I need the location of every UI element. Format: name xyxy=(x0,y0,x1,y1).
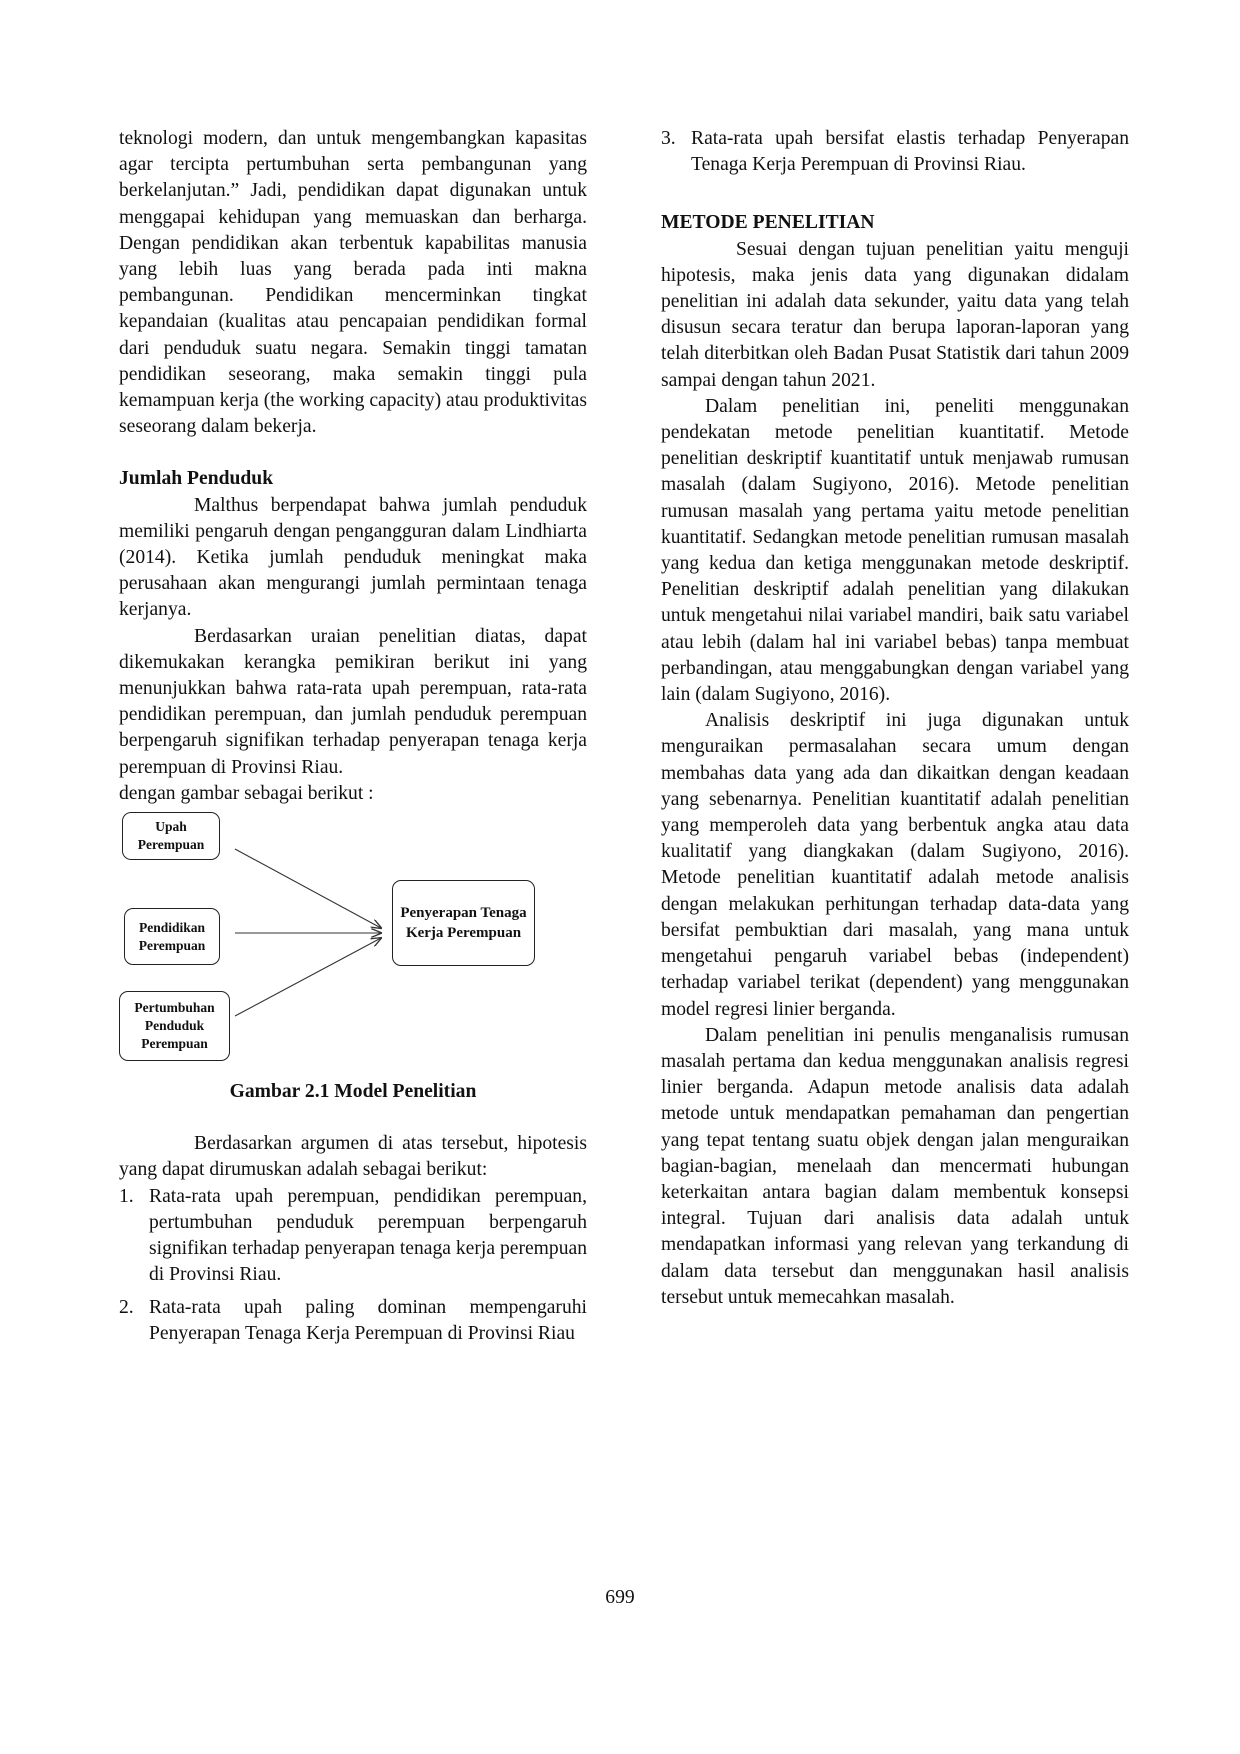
paragraph-hipotesis: Berdasarkan argumen di atas tersebut, hipotesis yang dapat dirumuskan adalah sebagai berikut: xyxy=(119,1133,587,1181)
right-column xyxy=(661,126,1129,1311)
hypothesis-list-continued xyxy=(661,126,1129,178)
paragraph-pendidikan: teknologi modern, dan untuk mengembangkan kapasitas agar tercipta pertumbuhan serta pembangunan yang berkelanjutan.” Jadi, pendidikan dapat digunakan untuk menggapai kehidupan yang memuaskan dan berharga. Dengan pendidikan akan terbentuk kapabilitas manusia yang lebih luas yang berada pada inti makna pembangunan. Pendidikan mencerminkan tingkat kepandaian (kualitas atau pencapaian pendidikan formal dari penduduk suatu negara. Semakin tinggi tamatan pendidikan seseorang, maka semakin tinggi pula kemampuan kerja (the working capacity) atau produktivitas seseorang dalam bekerja. xyxy=(119,128,587,438)
paragraph-penulis: Dalam penelitian ini penulis menganalisis rumusan masalah pertama dan kedua menggunakan analisis regresi linier berganda. Adapun metode analisis data adalah metode untuk mendapatkan pemahaman dan pengertian yang tepat tentang suatu objek dengan jalan menguraikan bagian-bagian, menelaah dan mencermati hubungan keterkaitan antara bagian dalam membentuk konsepsi integral. Tujuan dari analisis data adalah untuk mendapatkan informasi yang relevan yang terkandung di dalam data tersebut dan menggunakan hasil analisis tersebut untuk memecahkan masalah. xyxy=(661,1024,1129,1308)
arrow-upah xyxy=(235,849,381,928)
page-number: 699 xyxy=(605,1587,635,1608)
list-item-text: Rata-rata upah perempuan, pendidikan perempuan, pertumbuhan penduduk perempuan berpengaruh signifikan terhadap penyerapan tenaga kerja perempuan di Provinsi Riau. xyxy=(149,1185,587,1286)
arrow-pertumbuhan xyxy=(235,938,381,1016)
figure-caption: Gambar 2.1 Model Penelitian xyxy=(229,1081,477,1103)
list-item-number: 1. xyxy=(119,1185,134,1207)
paragraph-malthus: Malthus berpendapat bahwa jumlah penduduk memiliki pengaruh dengan pengangguran dalam Lindhiarta (2014). Ketika jumlah penduduk meningkat maka perusahaan akan mengurangi jumlah permintaan tenaga kerjanya. xyxy=(119,494,587,621)
list-item xyxy=(119,1184,587,1289)
box-pendidikan-perempuan: Pendidikan Perempuan xyxy=(124,908,220,965)
list-item-number: 2. xyxy=(119,1296,134,1318)
heading-metode-penelitian: METODE PENELITIAN xyxy=(661,212,875,234)
paragraph-kerangka: Berdasarkan uraian penelitian diatas, dapat dikemukakan kerangka pemikiran berikut ini yang menunjukkan bahwa rata-rata upah perempuan, rata-rata pendidikan perempuan, dan jumlah penduduk perempuan berpengaruh signifikan terhadap penyerapan tenaga kerja perempuan di Provinsi Riau. xyxy=(119,625,587,778)
list-item xyxy=(119,1295,587,1347)
paragraph-gambar-intro: dengan gambar sebagai berikut : xyxy=(119,782,374,804)
list-item-text: Rata-rata upah paling dominan mempengaruhi Penyerapan Tenaga Kerja Perempuan di Provinsi Riau xyxy=(149,1296,587,1344)
box-upah-perempuan: Upah Perempuan xyxy=(122,812,220,860)
box-penyerapan-tenaga-kerja: Penyerapan Tenaga Kerja Perempuan xyxy=(392,880,535,966)
hypothesis-list xyxy=(119,1184,587,1347)
left-column xyxy=(119,126,587,1353)
paragraph-sesuai: Sesuai dengan tujuan penelitian yaitu menguji hipotesis, maka jenis data yang digunakan didalam penelitian ini adalah data sekunder, yaitu data yang telah disusun secara teratur dan berupa laporan-laporan yang telah diterbitkan oleh Badan Pusat Statistik dari tahun 2009 sampai dengan tahun 2021. xyxy=(661,238,1129,391)
research-model-figure xyxy=(119,809,587,1079)
paragraph-analisis: Analisis deskriptif ini juga digunakan untuk menguraikan permasalahan secara umum dengan membahas data yang ada dan dikaitkan dengan keadaan yang sebenarnya. Penelitian kuantitatif adalah penelitian yang memperoleh data yang berbentuk angka atau data kualitatif yang diangkakan (dalam Sugiyono, 2016). Metode penelitian kuantitatif adalah metode analisis dengan melakukan perhitungan terhadap data-data yang bersifat pembuktian dari masalah, yang mana untuk mengetahui pengaruh variabel bebas (independent) terhadap variabel terikat (dependent) yang menggunakan model regresi linier berganda. xyxy=(661,710,1129,1020)
heading-jumlah-penduduk: Jumlah Penduduk xyxy=(119,468,274,490)
list-item-number: 3. xyxy=(661,128,676,149)
box-pertumbuhan-penduduk-perempuan: Pertumbuhan Penduduk Perempuan xyxy=(119,991,230,1061)
paragraph-pendekatan: Dalam penelitian ini, peneliti menggunakan pendekatan metode penelitian kuantitatif. Metode penelitian deskriptif kuantitatif untuk menjawab rumusan masalah (dalam Sugiyono, 2016). Metode penelitian rumusan masalah yang pertama yaitu metode penelitian kuantitatif. Sedangkan metode penelitian rumusan masalah yang kedua dan ketiga menggunakan metode deskriptif. Penelitian deskriptif adalah penelitian yang dilakukan untuk mengetahui nilai variabel mandiri, baik satu variabel atau lebih (dalam hal ini variabel bebas) tanpa membuat perbandingan, atau menggabungkan dengan variabel yang lain (dalam Sugiyono, 2016). xyxy=(661,395,1129,706)
list-item-text: Rata-rata upah bersifat elastis terhadap Penyerapan Tenaga Kerja Perempuan di Provinsi Riau. xyxy=(691,128,1129,176)
list-item xyxy=(661,126,1129,178)
